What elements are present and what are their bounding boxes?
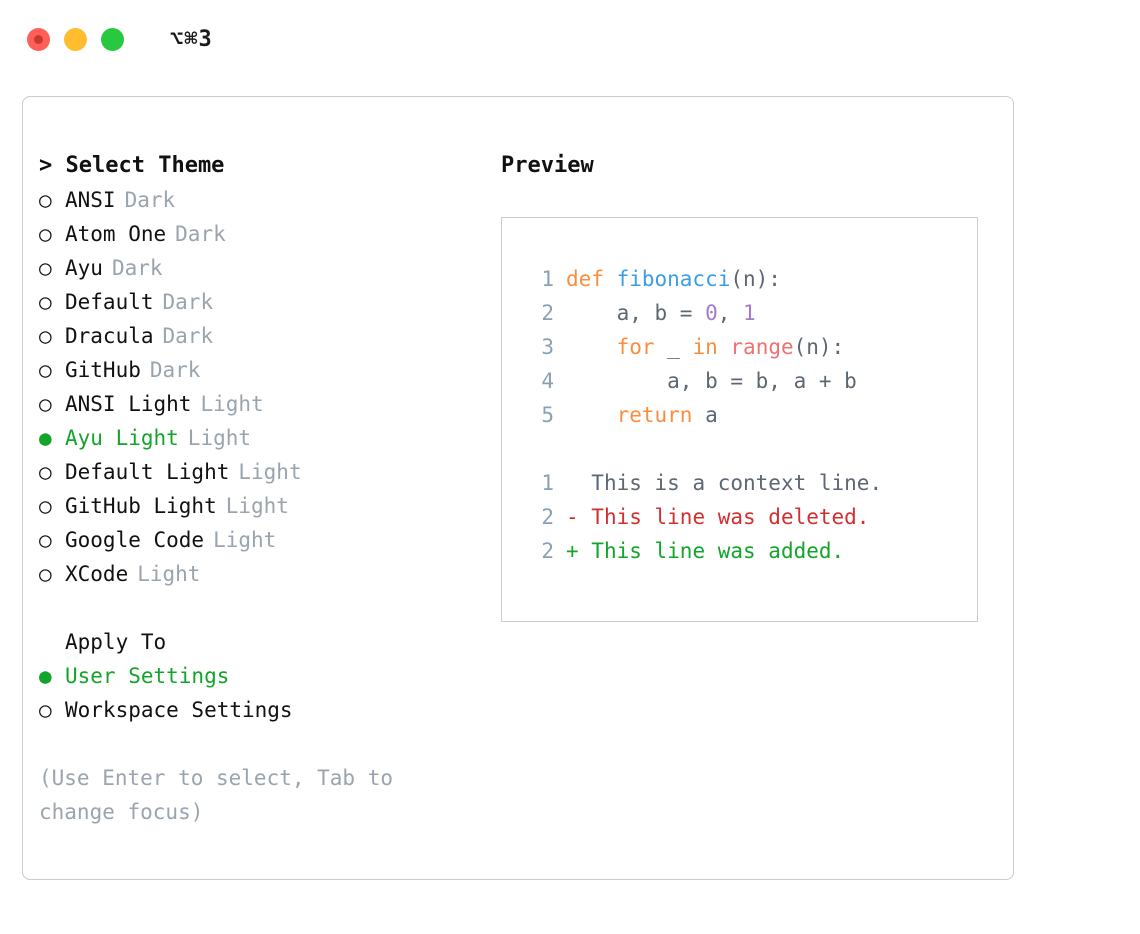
theme-option-label: Atom One (65, 222, 167, 246)
theme-option-row[interactable] (39, 285, 479, 319)
code-token: , (717, 301, 744, 325)
line-number: 2 (541, 505, 554, 529)
theme-option-label: XCode (65, 562, 129, 586)
theme-option-variant: Dark (149, 358, 201, 382)
code-token: 0 (705, 301, 718, 325)
apply-to-options-list (39, 659, 479, 727)
diff-line (524, 466, 977, 500)
theme-option-row[interactable] (39, 489, 479, 523)
theme-option-variant: Dark (162, 324, 214, 348)
theme-option-variant: Light (187, 426, 252, 450)
diff-text: This line was added. (591, 539, 845, 563)
code-line (524, 364, 977, 398)
theme-option-row[interactable] (39, 217, 479, 251)
line-number: 2 (541, 539, 554, 563)
code-token: fibonacci (616, 267, 731, 291)
code-token: (n): (730, 267, 781, 291)
line-number: 4 (541, 369, 554, 393)
theme-option-label: Google Code (65, 528, 205, 552)
title-bar (0, 0, 1140, 78)
window-controls (27, 28, 124, 51)
radio-unselected-icon[interactable]: ○ (39, 698, 52, 722)
theme-option-variant: Dark (175, 222, 226, 246)
diff-marker (566, 471, 591, 495)
theme-option-variant: Light (137, 562, 201, 586)
theme-option-variant: Dark (124, 188, 176, 212)
radio-unselected-icon[interactable]: ○ (39, 528, 52, 552)
code-token: 1 (743, 301, 756, 325)
code-token: _ (654, 335, 693, 359)
radio-unselected-icon[interactable]: ○ (39, 324, 52, 348)
theme-option-label: GitHub (65, 358, 141, 382)
theme-option-variant: Light (200, 392, 264, 416)
radio-unselected-icon[interactable]: ○ (39, 188, 52, 212)
line-number: 1 (541, 267, 554, 291)
radio-unselected-icon[interactable]: ○ (39, 460, 52, 484)
line-number: 3 (541, 335, 554, 359)
code-token: for (616, 335, 655, 359)
code-token: a, b = (566, 301, 706, 325)
code-token: in (692, 335, 718, 359)
preview-column (501, 149, 1001, 622)
theme-option-label: Default Light (65, 460, 230, 484)
theme-option-row[interactable] (39, 387, 479, 421)
theme-option-variant: Dark (111, 256, 163, 280)
radio-selected-icon[interactable]: ● (39, 664, 52, 688)
maximize-window-icon[interactable] (101, 28, 124, 51)
theme-option-row[interactable] (39, 353, 479, 387)
theme-option-row[interactable] (39, 319, 479, 353)
diff-marker: + (566, 539, 592, 563)
theme-option-variant: Light (213, 528, 277, 552)
theme-option-label: Dracula (65, 324, 154, 348)
theme-option-row[interactable] (39, 421, 479, 455)
diff-text: This line was deleted. (591, 505, 870, 529)
theme-option-variant: Light (225, 494, 289, 518)
apply-to-option-row[interactable] (39, 693, 479, 727)
apply-to-option-label: User Settings (65, 664, 230, 688)
minimize-window-icon[interactable] (64, 28, 87, 51)
theme-selector-panel (22, 96, 1014, 880)
preview-box (501, 217, 978, 622)
theme-option-variant: Light (238, 460, 302, 484)
theme-option-label: Ayu Light (65, 426, 179, 450)
select-theme-heading: > Select Theme (39, 153, 225, 178)
theme-option-variant: Dark (162, 290, 214, 314)
radio-selected-icon[interactable]: ● (39, 426, 52, 450)
theme-option-row[interactable] (39, 523, 479, 557)
diff-marker: - (566, 505, 592, 529)
code-line (524, 330, 977, 364)
code-token: def (566, 267, 617, 291)
radio-unselected-icon[interactable]: ○ (39, 562, 52, 586)
theme-option-row[interactable] (39, 251, 479, 285)
radio-unselected-icon[interactable]: ○ (39, 494, 52, 518)
diff-line (524, 500, 977, 534)
code-sample (524, 262, 977, 432)
keyboard-shortcut-label: ⌥⌘3 (170, 26, 213, 52)
diff-sample (524, 466, 977, 568)
theme-option-label: Default (65, 290, 154, 314)
code-line (524, 398, 977, 432)
code-line (524, 296, 977, 330)
code-token: a, b = b, a + b (566, 369, 857, 393)
theme-option-row[interactable] (39, 557, 479, 591)
close-window-icon[interactable] (27, 28, 50, 51)
keyboard-hint-text: (Use Enter to select, Tab to change focus) (39, 766, 406, 824)
diff-text: This is a context line. (591, 471, 883, 495)
radio-unselected-icon[interactable]: ○ (39, 392, 52, 416)
code-token (718, 335, 731, 359)
theme-options-list (39, 183, 479, 591)
theme-option-label: ANSI (65, 188, 116, 212)
code-token: a (692, 403, 718, 427)
line-number: 5 (541, 403, 554, 427)
theme-option-label: GitHub Light (65, 494, 217, 518)
theme-option-row[interactable] (39, 455, 479, 489)
theme-list-column (39, 149, 479, 829)
code-token (566, 335, 617, 359)
theme-option-label: ANSI Light (65, 392, 192, 416)
code-token: return (616, 403, 693, 427)
theme-option-label: Ayu (65, 256, 103, 280)
radio-unselected-icon[interactable]: ○ (39, 222, 52, 246)
apply-to-option-label: Workspace Settings (65, 698, 293, 722)
radio-unselected-icon[interactable]: ○ (39, 290, 52, 314)
line-number: 1 (541, 471, 554, 495)
preview-heading: Preview (501, 153, 594, 178)
apply-to-option-row[interactable] (39, 659, 479, 693)
code-line (524, 262, 977, 296)
diff-line (524, 534, 977, 568)
theme-option-row[interactable] (39, 183, 479, 217)
radio-unselected-icon[interactable]: ○ (39, 256, 52, 280)
code-token: (n): (793, 335, 845, 359)
code-token (566, 403, 617, 427)
code-token: range (730, 335, 794, 359)
line-number: 2 (541, 301, 554, 325)
radio-unselected-icon[interactable]: ○ (39, 358, 52, 382)
apply-to-heading: Apply To (65, 630, 167, 654)
